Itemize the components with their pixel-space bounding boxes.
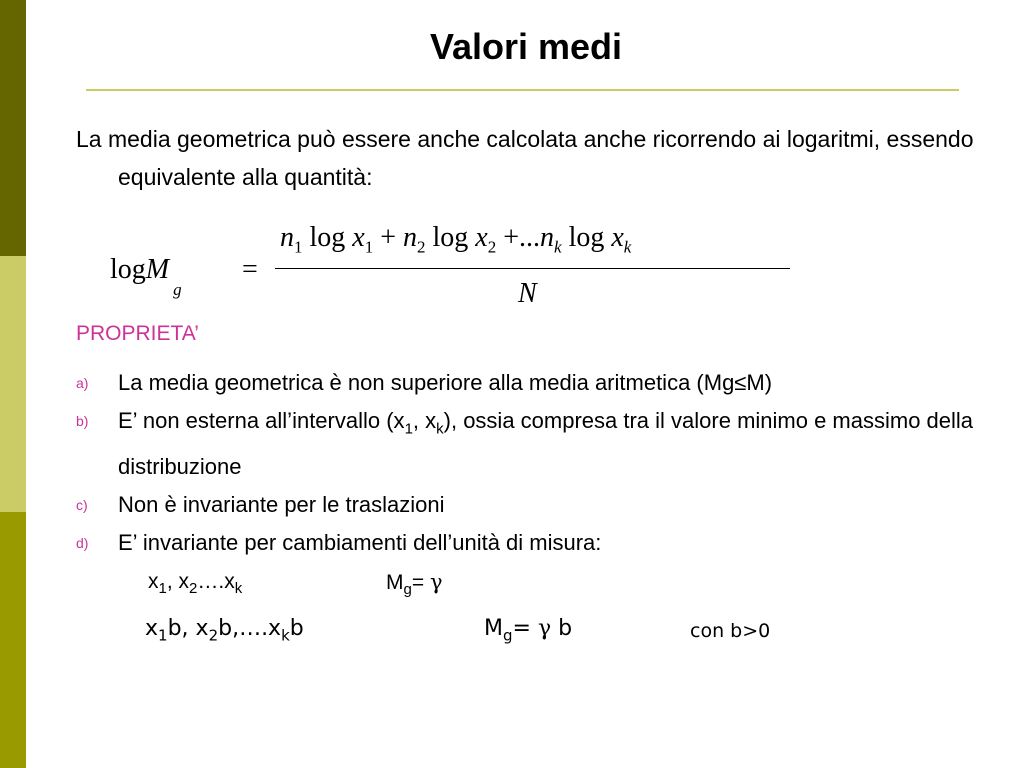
num-n2: n xyxy=(403,222,418,253)
example-condition: con b>0 xyxy=(690,620,771,642)
ex2-subk: k xyxy=(281,626,290,645)
example-row1-mean xyxy=(386,570,443,598)
ex1-x: x xyxy=(148,570,159,593)
ex1-sub2: 2 xyxy=(189,580,198,598)
side-band-top xyxy=(0,0,26,256)
ex2-b: b xyxy=(289,616,304,641)
formula-lhs-sub: g xyxy=(173,279,182,299)
example-row2-values xyxy=(145,616,304,644)
example-row2-mean xyxy=(484,616,572,644)
formula-lhs-log: log xyxy=(110,254,146,285)
list-item xyxy=(76,486,996,524)
num-n1: n xyxy=(280,222,294,253)
ex2-dots: b,….x xyxy=(218,616,282,641)
num-x2-sub: 2 xyxy=(487,237,497,257)
num-n1-sub: 1 xyxy=(294,237,303,257)
ex2-b-tail: b xyxy=(551,616,573,641)
properties-heading: PROPRIETA’ xyxy=(76,322,199,345)
list-item-text: La media geometrica è non superiore alla media aritmetica (Mg≤M) xyxy=(118,370,773,395)
formula-numerator xyxy=(280,222,631,258)
list-item-text-pre: E’ non esterna all’intervallo (x xyxy=(118,408,405,433)
num-xk-sub: k xyxy=(623,237,632,257)
num-n2-sub: 2 xyxy=(417,237,426,257)
formula-lhs-var: M xyxy=(145,254,170,285)
slide-title: Valori medi xyxy=(429,26,623,67)
num-logk: log xyxy=(568,222,605,253)
list-item-text-post: ), ossia compresa tra il valore minimo e massimo della distribuzione xyxy=(118,408,974,480)
ex1-dots: ….x xyxy=(197,570,235,593)
list-marker: d) xyxy=(76,535,89,552)
list-item xyxy=(76,364,996,402)
formula-lhs xyxy=(110,254,182,299)
list-item-text-mid: , x xyxy=(412,408,437,433)
num-x2: x xyxy=(475,222,488,253)
list-item-text: Non è invariante per le traslazioni xyxy=(118,492,445,518)
num-nk-sub: k xyxy=(554,237,562,257)
fraction-bar xyxy=(275,268,790,269)
ex1-subk: k xyxy=(234,580,243,598)
example-row1-values xyxy=(148,570,242,597)
list-item-text: E’ invariante per cambiamenti dell’unità di misura: xyxy=(118,530,602,556)
formula-denominator xyxy=(518,278,537,310)
num-nk: n xyxy=(540,222,555,253)
list-item-sub-1: 1 xyxy=(404,420,413,438)
title-divider xyxy=(86,89,959,91)
num-xk: x xyxy=(611,222,624,253)
ex2-gamma: γ xyxy=(537,616,552,641)
geometric-mean-log-formula xyxy=(110,218,810,318)
side-band-bottom xyxy=(0,512,26,768)
properties-list xyxy=(76,364,996,562)
formula-equals: = xyxy=(242,254,258,285)
num-log1: log xyxy=(309,222,346,253)
ex1-sep: , x xyxy=(166,570,190,593)
ex1-eq: = xyxy=(411,571,430,594)
side-band-middle xyxy=(0,256,26,512)
num-log2: log xyxy=(432,222,469,253)
ex2-m: M xyxy=(484,616,503,641)
ex2-sep: b, x xyxy=(167,616,209,641)
intro-paragraph: La media geometrica può essere anche calcolata anche ricorrendo ai logaritmi, essendo equivalente alla quantità: xyxy=(76,126,974,190)
list-marker: a) xyxy=(76,375,89,391)
num-plus2: + xyxy=(503,222,520,253)
list-item xyxy=(76,402,996,486)
ex1-sub1: 1 xyxy=(158,580,167,598)
ex1-m-sub: g xyxy=(403,581,412,599)
num-dots: ... xyxy=(519,222,541,253)
ex2-m-sub: g xyxy=(502,626,513,645)
list-marker: c) xyxy=(76,497,88,514)
ex1-m: M xyxy=(386,571,404,594)
list-item xyxy=(76,524,996,562)
list-marker: b) xyxy=(76,413,89,429)
list-item-sub-k: k xyxy=(436,420,444,438)
denominator-n: N xyxy=(518,278,537,309)
ex1-gamma: γ xyxy=(429,570,443,594)
ex2-eq: = xyxy=(512,616,538,641)
ex2-sub1: 1 xyxy=(158,626,168,645)
ex2-x: x xyxy=(145,616,159,641)
num-x1-sub: 1 xyxy=(364,237,374,257)
ex2-sub2: 2 xyxy=(208,626,219,645)
num-x1: x xyxy=(352,222,365,253)
num-plus1: + xyxy=(380,222,397,253)
